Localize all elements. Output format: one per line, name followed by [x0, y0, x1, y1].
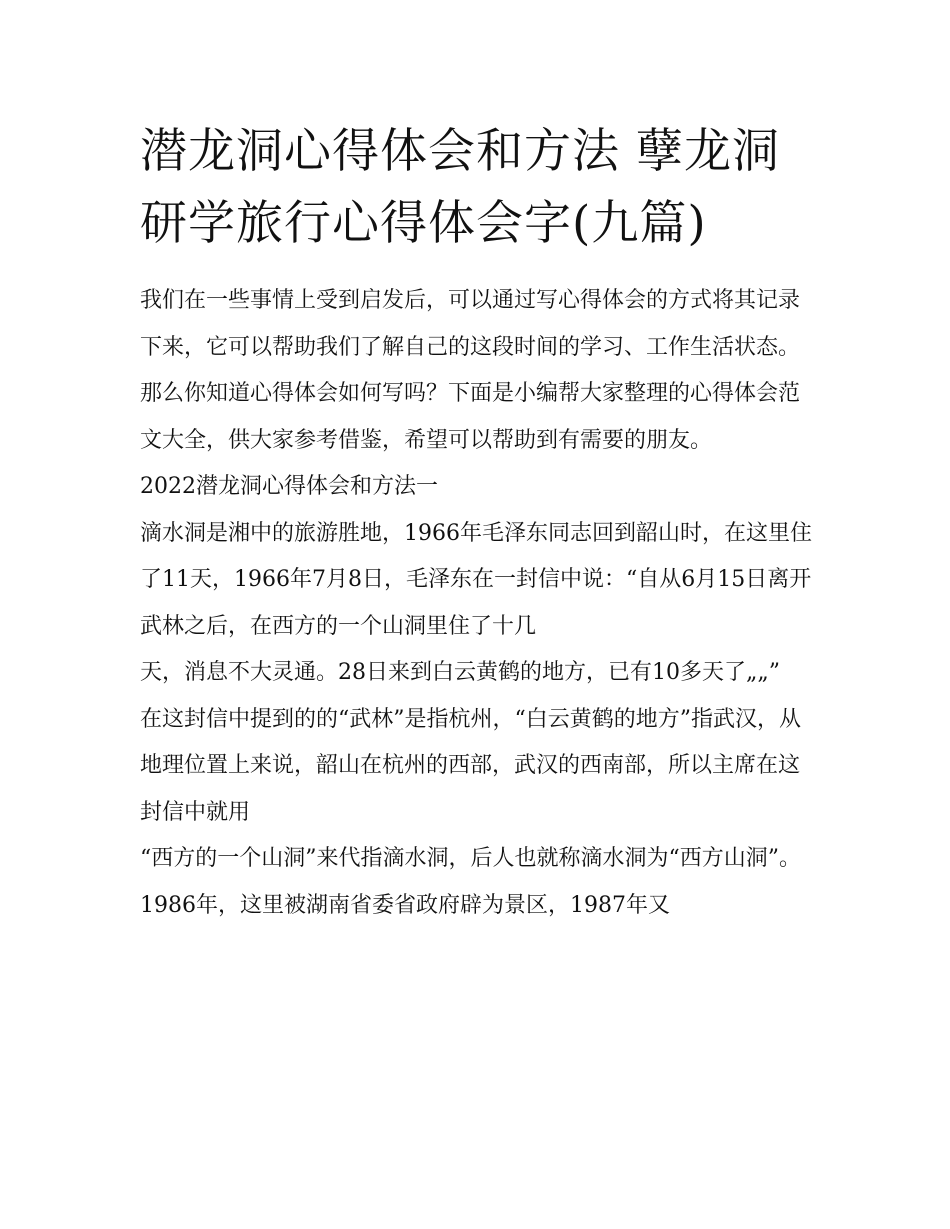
document-title: 潜龙洞心得体会和方法 孽龙洞研学旅行心得体会字(九篇) [140, 124, 780, 251]
body-paragraph: 滴水洞是湘中的旅游胜地，1966年毛泽东同志回到韶山时，在这里住了11天，1966年7月8日，毛泽东在一封信中说：“自从6月15日离开武林之后，在西方的一个山洞里住了十几 天，消息不大灵通。28日来到白云黄鹤的地方，已有10多天了„„” [140, 520, 812, 685]
section-heading: 2022潜龙洞心得体会和方法一 [140, 474, 438, 499]
intro-paragraph: 我们在一些事情上受到启发后，可以通过写心得体会的方式将其记录下来，它可以帮助我们了解自己的这段时间的学习、工作生活状态。那么你知道心得体会如何写吗？下面是小编帮大家整理的心得体会范文大全，供大家参考借鉴，希望可以帮助到有需要的朋友。 [140, 288, 801, 453]
body-paragraph: “西方的一个山洞”来代指滴水洞，后人也就称滴水洞为“西方山洞”。1986年，这里被湖南省委省政府辟为景区，1987年又 [140, 846, 801, 918]
body-paragraph: 在这封信中提到的的“武林”是指杭州，“白云黄鹤的地方”指武汉，从地理位置上来说，韶山在杭州的西部，武汉的西南部，所以主席在这封信中就用 [140, 706, 801, 825]
document-body [140, 278, 812, 929]
